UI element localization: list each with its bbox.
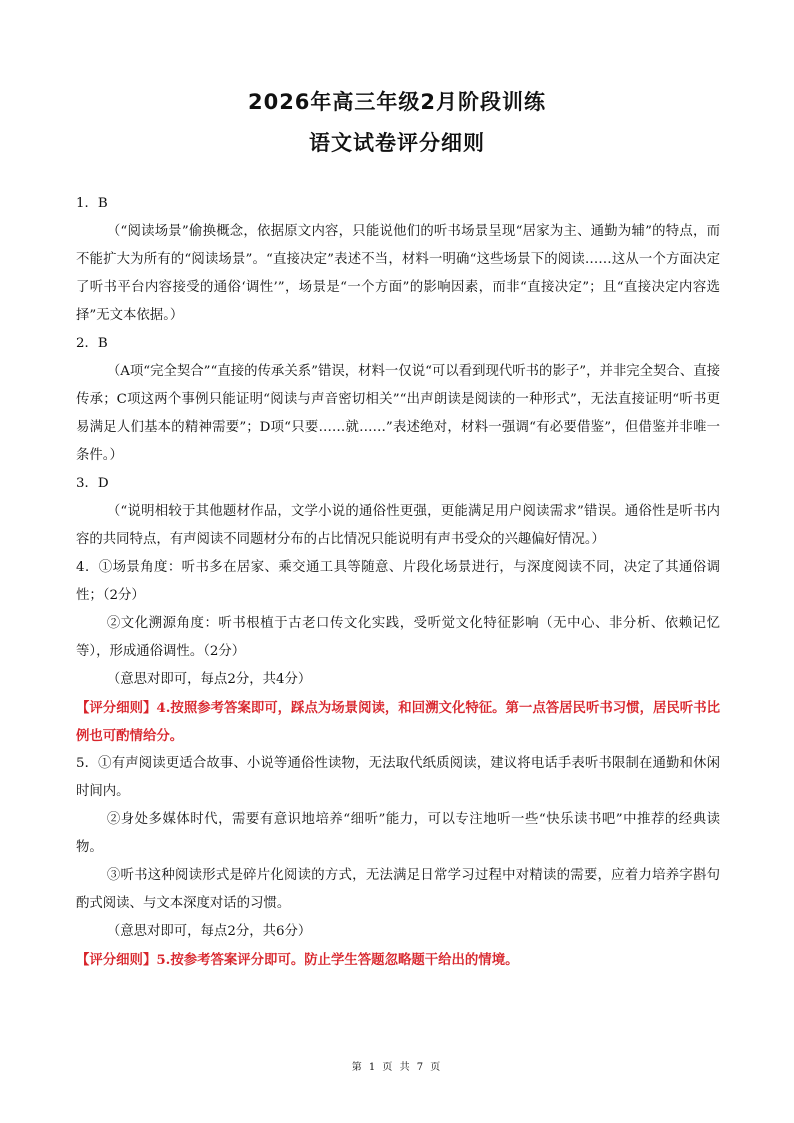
answer-content bbox=[76, 190, 720, 974]
q4-point-1: 4．①场景角度：听书多在居家、乘交通工具等随意、片段化场景进行，与深度阅读不同，决定了其通俗调性；（2分） bbox=[76, 560, 720, 603]
answer-3-label: 3．D bbox=[76, 476, 109, 491]
q4-scoring-rule: 【评分细则】4.按照参考答案即可，踩点为场景阅读，和回溯文化特征。第一点答居民听书习惯，居民听书比例也可酌情给分。 bbox=[76, 700, 720, 744]
answer-1-label: 1．B bbox=[76, 196, 108, 211]
q5-point-1: 5．①有声阅读更适合故事、小说等通俗性读物，无法取代纸质阅读，建议将电话手表听书限制在通勤和休闲时间内。 bbox=[76, 756, 720, 799]
q5-point-2: ②身处多媒体时代，需要有意识地培养“细听”能力，可以专注地听一些“快乐读书吧”中推荐的经典读物。 bbox=[76, 812, 720, 855]
q5-score-note: （意思对即可，每点2分，共6分） bbox=[106, 924, 312, 939]
exam-subtitle: 语文试卷评分细则 bbox=[309, 131, 485, 155]
answer-2-explanation: （A项“完全契合”“直接的传承关系”错误，材料一仅说“可以看到现代听书的影子”，并非完全契合、直接传承；C项这两个事例只能证明“阅读与声音密切相关”“出声朗读是阅读的一种形式”，无法直接证明“听书更易满足人们基本的精神需要”；D项“只要……就……”表述绝对，材料一强调“有必要借鉴”，但借鉴并非唯一条件。） bbox=[76, 364, 720, 463]
exam-title: 2026年高三年级2月阶段训练 bbox=[247, 90, 547, 114]
answer-3-explanation: （“说明相较于其他题材作品，文学小说的通俗性更强，更能满足用户阅读需求”错误。通俗性是听书内容的共同特点，有声阅读不同题材分布的占比情况只能说明有声书受众的兴趣偏好情况。） bbox=[76, 504, 720, 547]
answer-1-explanation: （“阅读场景”偷换概念，依据原文内容，只能说他们的听书场景呈现“居家为主、通勤为辅”的特点，而不能扩大为所有的“阅读场景”。“直接决定”表述不当，材料一明确“这些场景下的阅读……这从一个方面决定了听书平台内容接受的通俗‘调性’”，场景是“一个方面”的影响因素，而非“直接决定”；且“直接决定内容选择”无文本依据。） bbox=[76, 224, 720, 323]
q5-point-3: ③听书这种阅读形式是碎片化阅读的方式，无法满足日常学习过程中对精读的需要，应着力培养字斟句酌式阅读、与文本深度对话的习惯。 bbox=[76, 868, 720, 911]
page-number: 第 1 页 共 7 页 bbox=[351, 1062, 443, 1073]
q4-point-2: ②文化溯源角度：听书根植于古老口传文化实践，受听觉文化特征影响（无中心、非分析、依赖记忆等），形成通俗调性。（2分） bbox=[76, 616, 720, 659]
q5-scoring-rule: 【评分细则】5.按参考答案评分即可。防止学生答题忽略题干给出的情境。 bbox=[76, 952, 519, 968]
answer-2-label: 2．B bbox=[76, 336, 108, 351]
q4-score-note: （意思对即可，每点2分，共4分） bbox=[106, 672, 312, 687]
